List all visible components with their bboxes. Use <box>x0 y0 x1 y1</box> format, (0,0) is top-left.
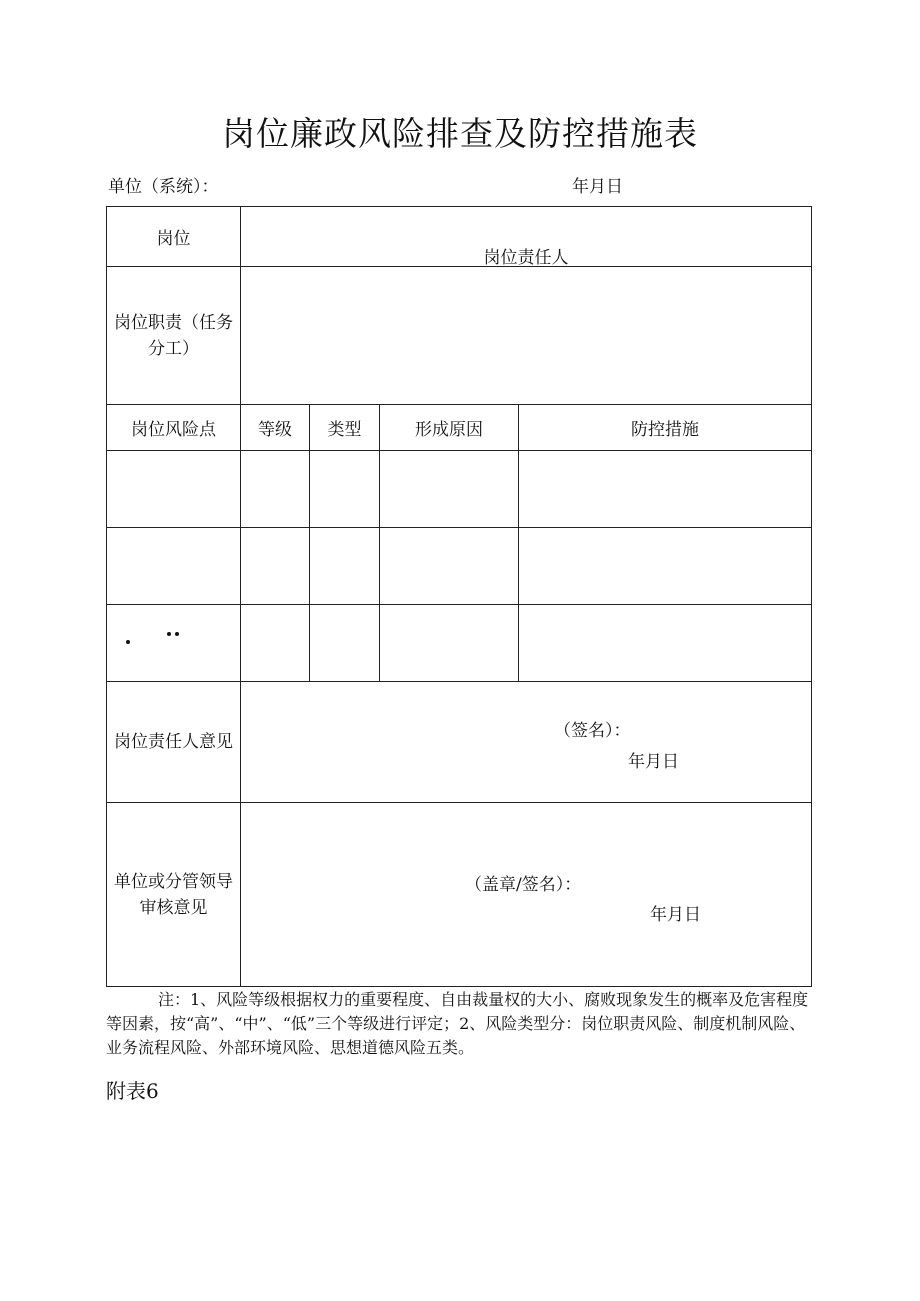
leader-sign-label: （盖章/签名）： <box>465 875 582 895</box>
measures-cell[interactable] <box>519 605 812 682</box>
duty-value-cell[interactable] <box>241 267 812 405</box>
ellipsis-dot <box>126 640 130 644</box>
cause-cell[interactable] <box>380 528 519 605</box>
level-cell[interactable] <box>241 605 310 682</box>
leader-opinion-row <box>107 803 812 987</box>
type-cell[interactable] <box>310 451 380 528</box>
responsible-opinion-cell[interactable] <box>241 682 812 803</box>
ellipsis-marks <box>107 605 240 681</box>
leader-opinion-cell[interactable] <box>241 803 812 987</box>
type-cell[interactable] <box>310 605 380 682</box>
leader-opinion-label-cell <box>107 803 241 987</box>
duty-label-cell <box>107 267 241 405</box>
risk-point-cell[interactable] <box>107 528 241 605</box>
risk-point-cell[interactable] <box>107 451 241 528</box>
risk-header-row <box>107 405 812 451</box>
responsible-date-label: 年月日 <box>628 752 679 772</box>
level-cell[interactable] <box>241 528 310 605</box>
risk-form-table <box>106 206 812 987</box>
header-date-label: 年月日 <box>572 177 623 197</box>
ellipsis-dot <box>175 632 179 636</box>
risk-row-1 <box>107 451 812 528</box>
form-title: 岗位廉政风险排查及防控措施表 <box>222 114 698 153</box>
cause-cell[interactable] <box>380 605 519 682</box>
column-header-measures: 防控措施 <box>519 405 812 451</box>
unit-label: 单位（系统）： <box>108 177 219 197</box>
risk-row-2 <box>107 528 812 605</box>
post-label: 岗位 <box>156 229 191 249</box>
column-header-cause: 形成原因 <box>380 405 519 451</box>
type-cell[interactable] <box>310 528 380 605</box>
leader-opinion-label: 单位或分管领导审核意见 <box>114 871 233 918</box>
responsible-opinion-label: 岗位责任人意见 <box>114 732 233 752</box>
responsible-opinion-label-cell <box>107 682 241 803</box>
measures-cell[interactable] <box>519 528 812 605</box>
risk-row-3 <box>107 605 812 682</box>
post-label-cell <box>107 207 241 267</box>
column-header-type: 类型 <box>310 405 380 451</box>
post-responsible-label: 岗位责任人 <box>483 248 569 268</box>
footnote: 注：1、风险等级根据权力的重要程度、自由裁量权的大小、腐败现象发生的概率及危害程度等因素，按“高”、“中”、“低”三个等级进行评定；2、风险类型分：岗位职责风险、制度机制风险、业务流程风险、外部环境风险、思想道德风险五类。 <box>106 990 809 1057</box>
duty-label: 岗位职责（任务分工） <box>114 312 233 359</box>
responsible-sign-label: （签名）： <box>554 721 631 741</box>
column-header-level: 等级 <box>241 405 310 451</box>
post-value-cell[interactable] <box>241 207 812 267</box>
measures-cell[interactable] <box>519 451 812 528</box>
leader-date-label: 年月日 <box>650 905 701 925</box>
duty-row <box>107 267 812 405</box>
post-row <box>107 207 812 267</box>
appendix-label: 附表6 <box>106 1079 159 1103</box>
level-cell[interactable] <box>241 451 310 528</box>
ellipsis-dot <box>167 632 171 636</box>
responsible-opinion-row <box>107 682 812 803</box>
cause-cell[interactable] <box>380 451 519 528</box>
risk-point-cell[interactable] <box>107 605 241 682</box>
column-header-risk-point: 岗位风险点 <box>107 405 241 451</box>
